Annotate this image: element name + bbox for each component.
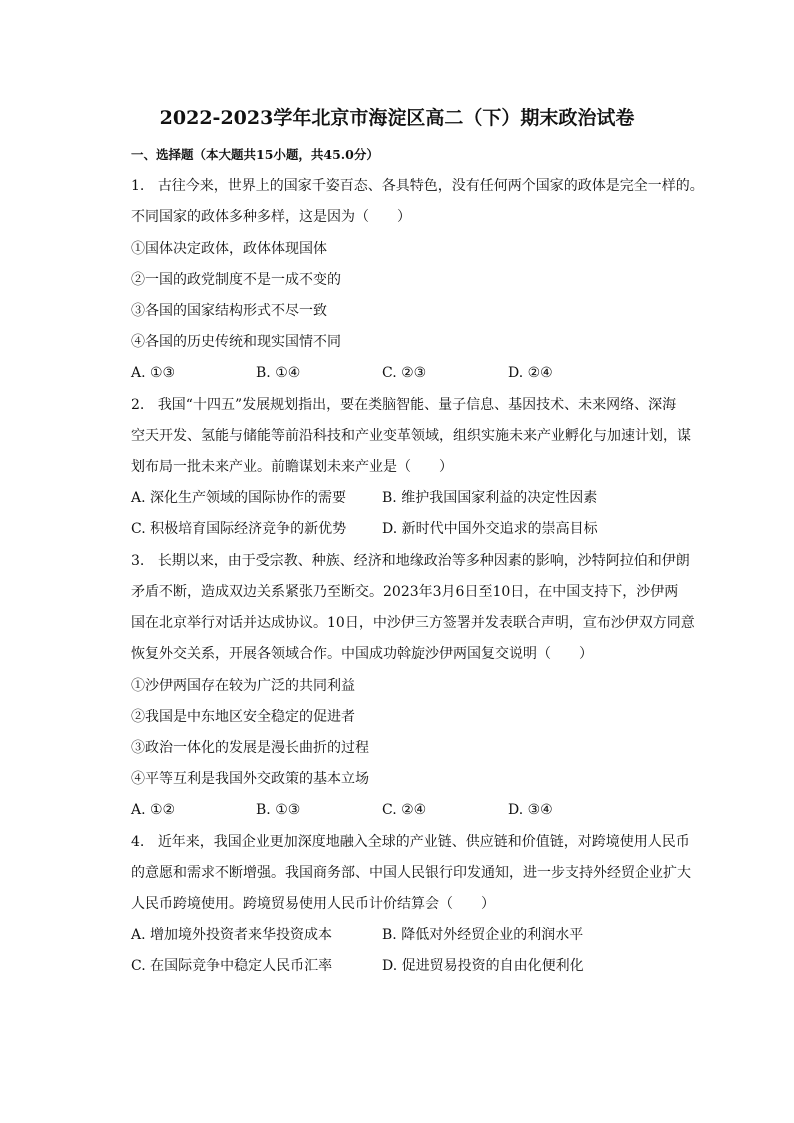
question-2-option-a[interactable]: A. 深化生产领域的国际协作的需要	[131, 490, 347, 506]
question-3-item-1: ①沙伊两国存在较为广泛的共同利益	[131, 678, 355, 694]
question-2-option-b[interactable]: B. 维护我国国家利益的决定性因素	[382, 490, 598, 506]
question-2-option-d[interactable]: D. 新时代中国外交追求的崇高目标	[382, 521, 598, 537]
question-3-line-4: 恢复外交关系，开展各领域合作。中国成功斡旋沙伊两国复交说明（ ）	[131, 646, 593, 662]
question-1-line-1: 1. 古往今来，世界上的国家千姿百态、各具特色，没有任何两个国家的政体是完全一样的。	[131, 178, 704, 194]
question-2-line-2: 空天开发、氢能与储能等前沿科技和产业变革领域，组织实施未来产业孵化与加速计划，谋	[131, 428, 691, 444]
question-4-option-d[interactable]: D. 促进贸易投资的自由化便利化	[382, 958, 584, 974]
question-3-line-1: 3. 长期以来，由于受宗教、种族、经济和地缘政治等多种因素的影响，沙特阿拉伯和伊朗	[131, 553, 690, 569]
page-title: 2022-2023学年北京市海淀区高二（下）期末政治试卷	[159, 107, 635, 129]
question-4-option-a[interactable]: A. 增加境外投资者来华投资成本	[131, 927, 333, 943]
question-3-item-4: ④平等互利是我国外交政策的基本立场	[131, 771, 369, 787]
question-1-item-3: ③各国的国家结构形式不尽一致	[131, 303, 327, 319]
question-1-item-4: ④各国的历史传统和现实国情不同	[131, 334, 341, 350]
question-1-option-a[interactable]: A. ①③	[131, 365, 176, 381]
question-3-option-c[interactable]: C. ②④	[382, 802, 427, 818]
question-3-line-3: 国在北京举行对话并达成协议。10日，中沙伊三方签署并发表联合声明，宣布沙伊双方同意	[131, 615, 695, 631]
question-1-item-1: ①国体决定政体，政体体现国体	[131, 241, 327, 257]
question-1-number: 1.	[131, 178, 145, 194]
question-2-line-1: 2. 我国“十四五”发展规划指出，要在类脑智能、量子信息、基因技术、未来网络、深海	[131, 397, 677, 413]
question-3-option-b[interactable]: B. ①③	[256, 802, 301, 818]
section-heading: 一、选择题（本大题共15小题，共45.0分）	[131, 147, 379, 162]
question-4-option-b[interactable]: B. 降低对外经贸企业的利润水平	[382, 927, 584, 943]
question-4-line-3: 人民币跨境使用。跨境贸易使用人民币计价结算会（ ）	[131, 896, 495, 912]
question-3-item-2: ②我国是中东地区安全稳定的促进者	[131, 709, 355, 725]
question-4-number: 4.	[131, 834, 145, 850]
question-2-number: 2.	[131, 397, 145, 413]
question-3-option-d[interactable]: D. ③④	[508, 802, 553, 818]
question-4-option-c[interactable]: C. 在国际竞争中稳定人民币汇率	[131, 958, 333, 974]
question-3-number: 3.	[131, 553, 145, 569]
question-3-option-a[interactable]: A. ①②	[131, 802, 176, 818]
question-1-item-2: ②一国的政党制度不是一成不变的	[131, 272, 341, 288]
question-1-option-c[interactable]: C. ②③	[382, 365, 427, 381]
question-2-option-c[interactable]: C. 积极培育国际经济竞争的新优势	[131, 521, 347, 537]
question-2-line-3: 划布局一批未来产业。前瞻谋划未来产业是（ ）	[131, 459, 453, 475]
question-4-line-2: 的意愿和需求不断增强。我国商务部、中国人民银行印发通知，进一步支持外经贸企业扩大	[131, 865, 691, 881]
question-3-item-3: ③政治一体化的发展是漫长曲折的过程	[131, 740, 369, 756]
question-3-line-2: 矛盾不断，造成双边关系紧张乃至断交。2023年3月6日至10日，在中国支持下，沙伊两	[131, 584, 679, 600]
question-1-option-b[interactable]: B. ①④	[256, 365, 301, 381]
question-4-line-1: 4. 近年来，我国企业更加深度地融入全球的产业链、供应链和价值链，对跨境使用人民币	[131, 834, 690, 850]
question-1-line-2: 不同国家的政体多种多样，这是因为（ ）	[131, 209, 411, 225]
question-1-option-d[interactable]: D. ②④	[508, 365, 553, 381]
